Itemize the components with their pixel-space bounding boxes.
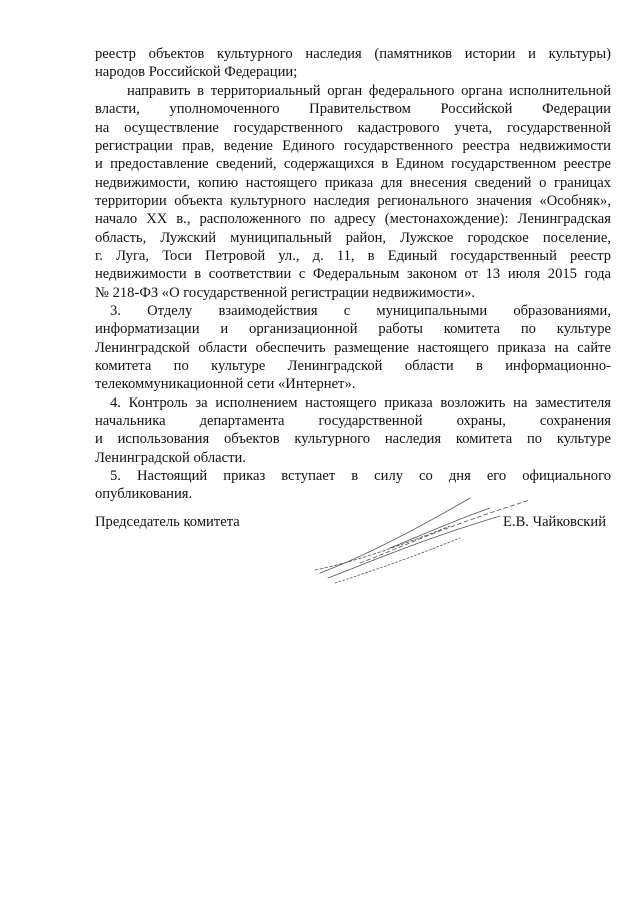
item-4-line: начальника департамента государственной охраны, сохранения	[95, 413, 611, 429]
paragraph-line: регистрации прав, ведение Единого государственного реестра недвижимости	[95, 138, 611, 154]
paragraph-line: на осуществление государственного кадастрового учета, государственной	[95, 120, 611, 136]
item-5-line: 5. Настоящий приказ вступает в силу со дня его официального	[110, 468, 611, 484]
paragraph-line: направить в территориальный орган федерального органа исполнительной	[127, 83, 611, 99]
item-4-line: и использования объектов культурного наследия комитета по культуре	[95, 431, 611, 447]
paragraph-line: начало XX в., расположенного по адресу (местонахождение): Ленинградская	[95, 211, 611, 227]
paragraph-line: область, Лужский муниципальный район, Лужское городское поселение,	[95, 230, 611, 246]
paragraph-line: г. Луга, Тоси Петровой ул., д. 11, в Единый государственный реестр	[95, 248, 611, 264]
signatory-name: Е.В. Чайковский	[503, 514, 607, 530]
item-3-line: телекоммуникационной сети «Интернет».	[95, 376, 356, 392]
paragraph-line: территории объекта культурного наследия регионального значения «Особняк»,	[95, 193, 611, 209]
paragraph-line: недвижимости, копию настоящего приказа для внесения сведений о границах	[95, 175, 611, 191]
item-3-line: Ленинградской области обеспечить размещение настоящего приказа на сайте	[95, 340, 611, 356]
paragraph-line: реестр объектов культурного наследия (памятников истории и культуры)	[95, 46, 611, 62]
signatory-position: Председатель комитета	[95, 514, 240, 530]
paragraph-line: власти, уполномоченного Правительством Российской Федерации	[95, 101, 611, 117]
item-3-line: информатизации и организационной работы комитета по культуре	[95, 321, 611, 337]
paragraph-line: № 218-ФЗ «О государственной регистрации недвижимости».	[95, 285, 476, 301]
paragraph-line: недвижимости в соответствии с Федеральным законом от 13 июля 2015 года	[95, 266, 611, 282]
item-4-line: 4. Контроль за исполнением настоящего приказа возложить на заместителя	[110, 395, 611, 411]
item-3-line: комитета по культуре Ленинградской области в информационно-	[95, 358, 611, 374]
item-3-line: 3. Отделу взаимодействия с муниципальными образованиями,	[110, 303, 611, 319]
paragraph-line: народов Российской Федерации;	[95, 64, 298, 80]
item-5-line: опубликования.	[95, 486, 193, 502]
paragraph-line: и предоставление сведений, содержащихся в Едином государственном реестре	[95, 156, 611, 172]
item-4-line: Ленинградской области.	[95, 450, 246, 466]
handwritten-signature	[300, 478, 540, 598]
